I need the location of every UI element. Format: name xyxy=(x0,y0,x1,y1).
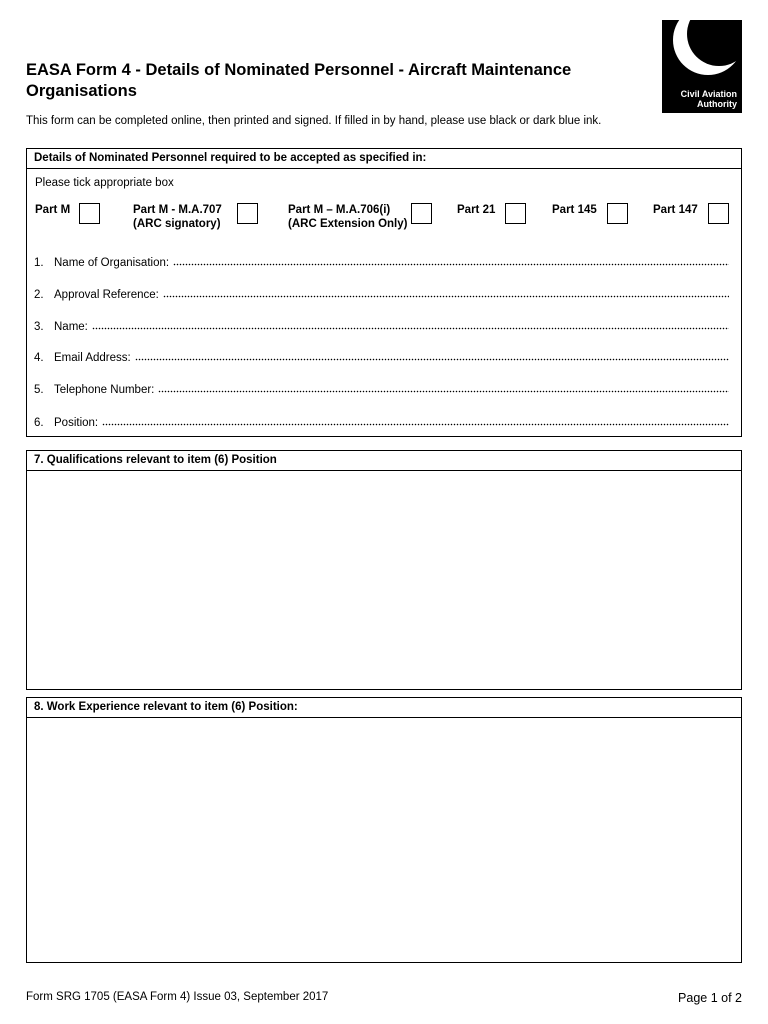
email-address-input[interactable] xyxy=(135,350,729,361)
qualifications-heading: 7. Qualifications relevant to item (6) Position xyxy=(27,451,741,471)
field-email-address[interactable]: 4. Email Address: xyxy=(34,348,729,364)
field-approval-reference[interactable]: 2. Approval Reference: xyxy=(34,285,729,301)
work-experience-textarea[interactable] xyxy=(27,718,741,962)
field-telephone-number[interactable]: 5. Telephone Number: xyxy=(34,380,729,396)
form-title: EASA Form 4 - Details of Nominated Personnel - Aircraft Maintenance Organisations xyxy=(26,61,572,100)
checkbox-part-145[interactable] xyxy=(607,203,628,224)
option-part-21-label: Part 21 xyxy=(457,204,496,216)
work-experience-heading: 8. Work Experience relevant to item (6) Position: xyxy=(27,698,741,718)
organisation-name-input[interactable] xyxy=(173,255,729,266)
position-input[interactable] xyxy=(102,415,729,426)
option-ma707-label: Part M - M.A.707 (ARC signatory) xyxy=(133,204,222,230)
option-part-145-label: Part 145 xyxy=(552,204,597,216)
page-number: Page 1 of 2 xyxy=(678,991,742,1005)
checkbox-ma707[interactable] xyxy=(237,203,258,224)
nominated-personnel-section xyxy=(26,148,742,437)
approval-reference-input[interactable] xyxy=(163,287,729,298)
field-position[interactable]: 6. Position: xyxy=(34,413,729,429)
checkbox-ma706[interactable] xyxy=(411,203,432,224)
option-part-147-label: Part 147 xyxy=(653,204,698,216)
caa-logo xyxy=(662,20,742,113)
tick-hint: Please tick appropriate box xyxy=(35,177,174,189)
name-input[interactable] xyxy=(92,319,729,330)
section-heading: Details of Nominated Personnel required to be accepted as specified in: xyxy=(27,149,741,169)
telephone-number-input[interactable] xyxy=(158,382,729,393)
option-ma706-label: Part M – M.A.706(i) (ARC Extension Only) xyxy=(288,204,408,230)
qualifications-textarea[interactable] xyxy=(27,471,741,689)
field-name[interactable]: 3. Name: xyxy=(34,317,729,333)
logo-text: Civil Aviation Authority xyxy=(680,89,737,109)
form-reference: Form SRG 1705 (EASA Form 4) Issue 03, September 2017 xyxy=(26,991,329,1003)
checkbox-part-147[interactable] xyxy=(708,203,729,224)
qualifications-section xyxy=(26,450,742,690)
option-part-m-label: Part M xyxy=(35,204,71,216)
checkbox-part-21[interactable] xyxy=(505,203,526,224)
checkbox-part-m[interactable] xyxy=(79,203,100,224)
field-organisation-name[interactable]: 1. Name of Organisation: xyxy=(34,253,729,269)
work-experience-section xyxy=(26,697,742,963)
intro-text: This form can be completed online, then printed and signed. If filled in by hand, please use black or dark blue ink. xyxy=(26,115,602,127)
